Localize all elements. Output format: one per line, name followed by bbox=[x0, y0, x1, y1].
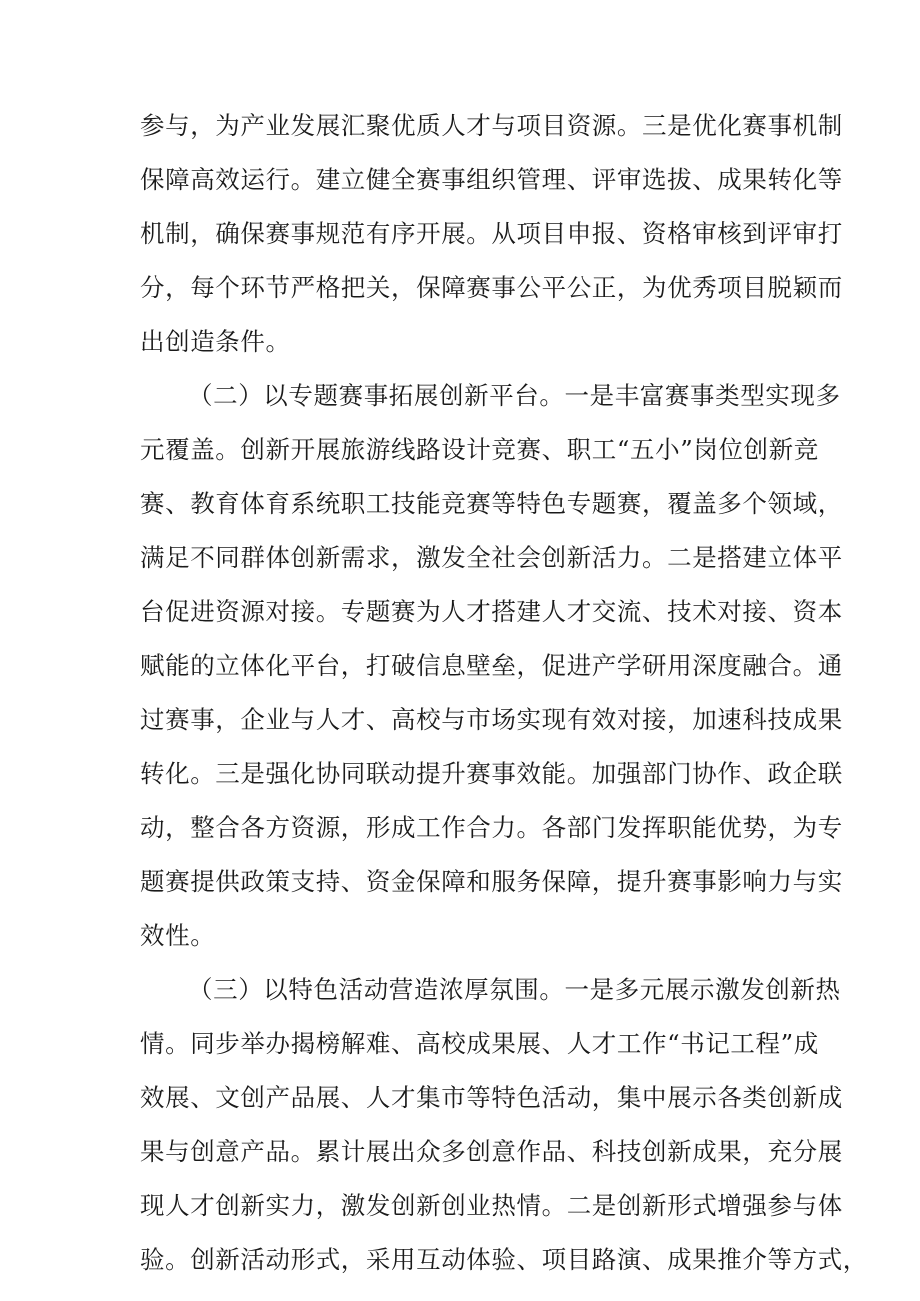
text-line: 效性。 bbox=[140, 921, 216, 950]
text-line: 出创造条件。 bbox=[140, 327, 291, 356]
text-line: 赛、教育体育系统职工技能竞赛等特色专题赛，覆盖多个领域， bbox=[140, 489, 843, 518]
text-line: 验。创新活动形式，采用互动体验、项目路演、成果推介等方式， bbox=[140, 1245, 868, 1274]
paragraph-heading-line: （二）以专题赛事拓展创新平台。一是丰富赛事类型实现多 bbox=[188, 381, 841, 410]
text-line: 分，每个环节严格把关，保障赛事公平公正，为优秀项目脱颖而 bbox=[140, 273, 843, 302]
text-line: 赋能的立体化平台，打破信息壁垒，促进产学研用深度融合。通 bbox=[140, 651, 843, 680]
paragraph-heading-line: （三）以特色活动营造浓厚氛围。一是多元展示激发创新热 bbox=[188, 975, 841, 1004]
text-line: 元覆盖。创新开展旅游线路设计竞赛、职工“五小”岗位创新竞 bbox=[140, 435, 819, 464]
text-line: 台促进资源对接。专题赛为人才搭建人才交流、技术对接、资本 bbox=[140, 597, 843, 626]
text-line: 机制，确保赛事规范有序开展。从项目申报、资格审核到评审打 bbox=[140, 219, 843, 248]
text-line: 动，整合各方资源，形成工作合力。各部门发挥职能优势，为专 bbox=[140, 813, 843, 842]
text-line: 保障高效运行。建立健全赛事组织管理、评审选拔、成果转化等 bbox=[140, 165, 843, 194]
text-line: 转化。三是强化协同联动提升赛事效能。加强部门协作、政企联 bbox=[140, 759, 843, 788]
text-line: 情。同步举办揭榜解难、高校成果展、人才工作“书记工程”成 bbox=[140, 1029, 819, 1058]
text-line: 题赛提供政策支持、资金保障和服务保障，提升赛事影响力与实 bbox=[140, 867, 843, 896]
text-line: 现人才创新实力，激发创新创业热情。二是创新形式增强参与体 bbox=[140, 1191, 843, 1220]
text-line: 满足不同群体创新需求，激发全社会创新活力。二是搭建立体平 bbox=[140, 543, 843, 572]
text-line: 效展、文创产品展、人才集市等特色活动，集中展示各类创新成 bbox=[140, 1083, 843, 1112]
text-line: 果与创意产品。累计展出众多创意作品、科技创新成果，充分展 bbox=[140, 1137, 843, 1166]
text-line: 参与，为产业发展汇聚优质人才与项目资源。三是优化赛事机制 bbox=[140, 111, 843, 140]
text-line: 过赛事，企业与人才、高校与市场实现有效对接，加速科技成果 bbox=[140, 705, 843, 734]
